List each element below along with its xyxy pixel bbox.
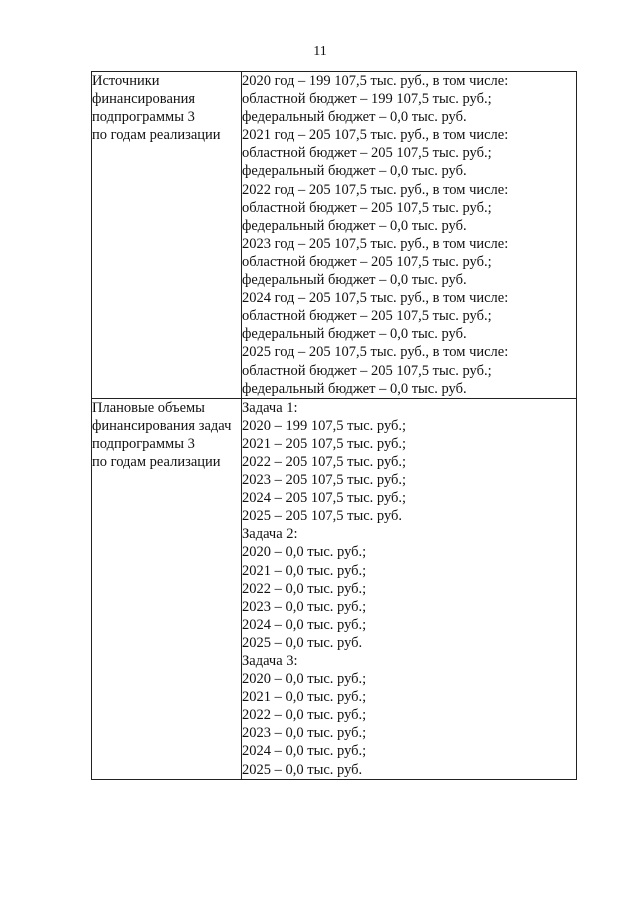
text-line: 2024 – 0,0 тыс. руб.; <box>242 743 367 760</box>
text-line: Задача 3: <box>242 653 298 669</box>
text-line: областной бюджет – 205 107,5 тыс. руб.; <box>242 199 492 216</box>
page-number: 11 <box>313 44 327 59</box>
text-line: 2021 – 0,0 тыс. руб.; <box>242 689 367 706</box>
text-line: 2020 – 0,0 тыс. руб.; <box>242 544 367 561</box>
text-line: 2023 – 205 107,5 тыс. руб.; <box>242 472 407 489</box>
text-line: федеральный бюджет – 0,0 тыс. руб. <box>242 326 467 343</box>
text-line: 2024 – 205 107,5 тыс. руб.; <box>242 490 407 507</box>
text-line: подпрограммы 3 <box>92 435 195 452</box>
row-content-cell <box>242 398 577 779</box>
text-line: областной бюджет – 205 107,5 тыс. руб.; <box>242 308 492 325</box>
text-line: Плановые объемы <box>92 399 205 416</box>
text-line: федеральный бюджет – 0,0 тыс. руб. <box>242 217 467 234</box>
text-line: 2022 год – 205 107,5 тыс. руб., в том числе: <box>242 181 509 198</box>
text-line: 2022 – 0,0 тыс. руб.; <box>242 707 367 724</box>
text-line: 2020 – 0,0 тыс. руб.; <box>242 671 367 688</box>
text-line: по годам реализации <box>92 453 221 470</box>
text-line: 2024 – 0,0 тыс. руб.; <box>242 616 367 633</box>
text-line: 2025 – 0,0 тыс. руб. <box>242 761 363 778</box>
text-line: 2021 год – 205 107,5 тыс. руб., в том числе: <box>242 127 509 144</box>
table-row-task-financing <box>92 398 577 779</box>
row-label-cell <box>92 72 242 399</box>
text-line: областной бюджет – 199 107,5 тыс. руб.; <box>242 91 492 108</box>
text-line: 2020 – 199 107,5 тыс. руб.; <box>242 417 407 434</box>
text-line: 2025 год – 205 107,5 тыс. руб., в том числе: <box>242 344 509 361</box>
text-line: федеральный бюджет – 0,0 тыс. руб. <box>242 272 467 289</box>
table-body <box>92 72 577 780</box>
row-label-cell <box>92 398 242 779</box>
text-line: федеральный бюджет – 0,0 тыс. руб. <box>242 109 467 126</box>
text-line: по годам реализации <box>92 127 221 144</box>
text-line: 2021 – 205 107,5 тыс. руб.; <box>242 435 407 452</box>
text-line: 2025 – 0,0 тыс. руб. <box>242 634 363 651</box>
text-line: федеральный бюджет – 0,0 тыс. руб. <box>242 163 467 180</box>
text-line: 2025 – 205 107,5 тыс. руб. <box>242 508 403 525</box>
text-line: финансирования задач <box>92 417 232 434</box>
text-line: областной бюджет – 205 107,5 тыс. руб.; <box>242 253 492 270</box>
text-line: 2022 – 205 107,5 тыс. руб.; <box>242 453 407 470</box>
row-content-cell <box>242 72 577 399</box>
text-line: 2022 – 0,0 тыс. руб.; <box>242 580 367 597</box>
text-line: Задача 2: <box>242 526 298 543</box>
financing-table <box>91 71 577 780</box>
text-line: областной бюджет – 205 107,5 тыс. руб.; <box>242 362 492 379</box>
text-line: 2023 – 0,0 тыс. руб.; <box>242 598 367 615</box>
text-line: 2024 год – 205 107,5 тыс. руб., в том числе: <box>242 290 509 307</box>
text-line: Источники <box>92 73 160 89</box>
text-line: 2021 – 0,0 тыс. руб.; <box>242 562 367 579</box>
table-row-financing-sources <box>92 72 577 399</box>
text-line: подпрограммы 3 <box>92 109 195 126</box>
text-line: 2023 – 0,0 тыс. руб.; <box>242 725 367 742</box>
text-line: областной бюджет – 205 107,5 тыс. руб.; <box>242 145 492 162</box>
text-line: 2020 год – 199 107,5 тыс. руб., в том числе: <box>242 73 509 89</box>
text-line: 2023 год – 205 107,5 тыс. руб., в том числе: <box>242 235 509 252</box>
text-line: Задача 1: <box>242 399 298 416</box>
text-line: федеральный бюджет – 0,0 тыс. руб. <box>242 380 467 397</box>
text-line: финансирования <box>92 91 196 108</box>
